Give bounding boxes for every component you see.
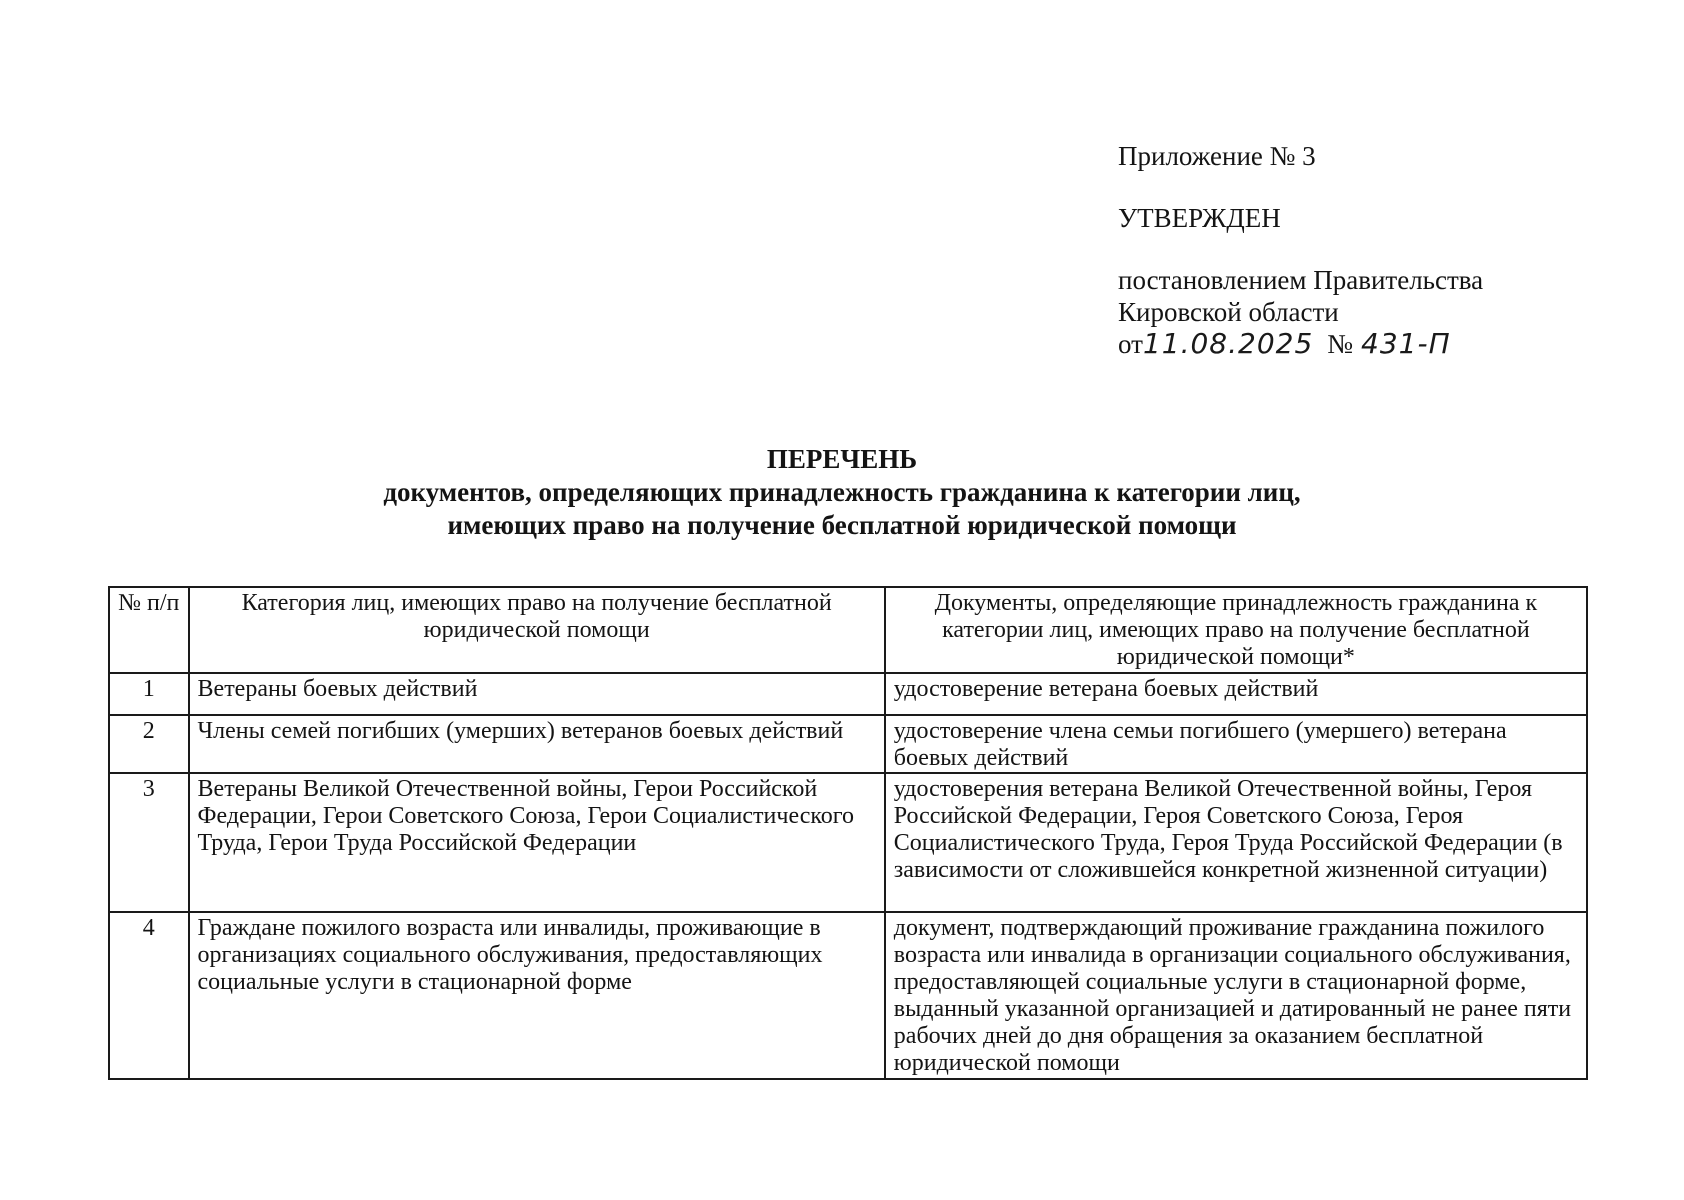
row-num: 2 (109, 715, 189, 773)
header-category: Категория лиц, имеющих право на получение бесплатной юридической помощи (189, 587, 885, 673)
row-category: Ветераны Великой Отечественной войны, Герои Российской Федерации, Герои Советского Союза, Герои Социалистического Труда, Герои Труда Российской Федерации (189, 773, 885, 912)
header-num: № п/п (109, 587, 189, 673)
appendix-label: Приложение № 3 (1118, 141, 1316, 171)
approval-block (1118, 140, 1638, 360)
table-row (109, 773, 1587, 912)
table-row (109, 673, 1587, 715)
document-title (100, 443, 1584, 542)
row-num: 3 (109, 773, 189, 912)
title-heading: ПЕРЕЧЕНЬ (766, 444, 918, 474)
row-num: 4 (109, 912, 189, 1079)
row-documents: документ, подтверждающий проживание гражданина пожилого возраста или инвалида в организации социального обслуживания, предоставляющей социальные услуги в стационарной форме, выданный указанной организацией и датированный не ранее пяти рабочих дней до дня обращения за оказанием бесплатной юридической помощи (885, 912, 1587, 1079)
row-category: Граждане пожилого возраста или инвалиды, проживающие в организациях социального обслуживания, предоставляющих социальные услуги в стационарной форме (189, 912, 885, 1079)
approved-label: УТВЕРЖДЕН (1118, 203, 1281, 233)
row-documents: удостоверения ветерана Великой Отечественной войны, Героя Российской Федерации, Героя Советского Союза, Героя Социалистического Труда, Героя Труда Российской Федерации (в зависимости от сложившейся конкретной жизненной ситуации) (885, 773, 1587, 912)
documents-table (108, 586, 1588, 1080)
decree-line-2: Кировской области (1118, 297, 1339, 327)
number-sign: № (1327, 329, 1354, 359)
row-documents: удостоверение ветерана боевых действий (885, 673, 1587, 715)
table-header-row (109, 587, 1587, 673)
decree-line-1: постановлением Правительства (1118, 265, 1484, 295)
handwritten-date: 11.08.2025 (1142, 327, 1314, 360)
handwritten-number: 431-П (1361, 327, 1451, 360)
header-documents: Документы, определяющие принадлежность гражданина к категории лиц, имеющих право на получение бесплатной юридической помощи* (885, 587, 1587, 673)
title-line-2: имеющих право на получение бесплатной юридической помощи (447, 510, 1237, 540)
row-num: 1 (109, 673, 189, 715)
row-category: Члены семей погибших (умерших) ветеранов боевых действий (189, 715, 885, 773)
from-prefix: от (1118, 329, 1143, 359)
decree-date-number (1118, 328, 1638, 360)
table-row (109, 912, 1587, 1079)
row-category: Ветераны боевых действий (189, 673, 885, 715)
row-documents: удостоверение члена семьи погибшего (умершего) ветерана боевых действий (885, 715, 1587, 773)
table-row (109, 715, 1587, 773)
title-line-1: документов, определяющих принадлежность гражданина к категории лиц, (383, 477, 1301, 507)
